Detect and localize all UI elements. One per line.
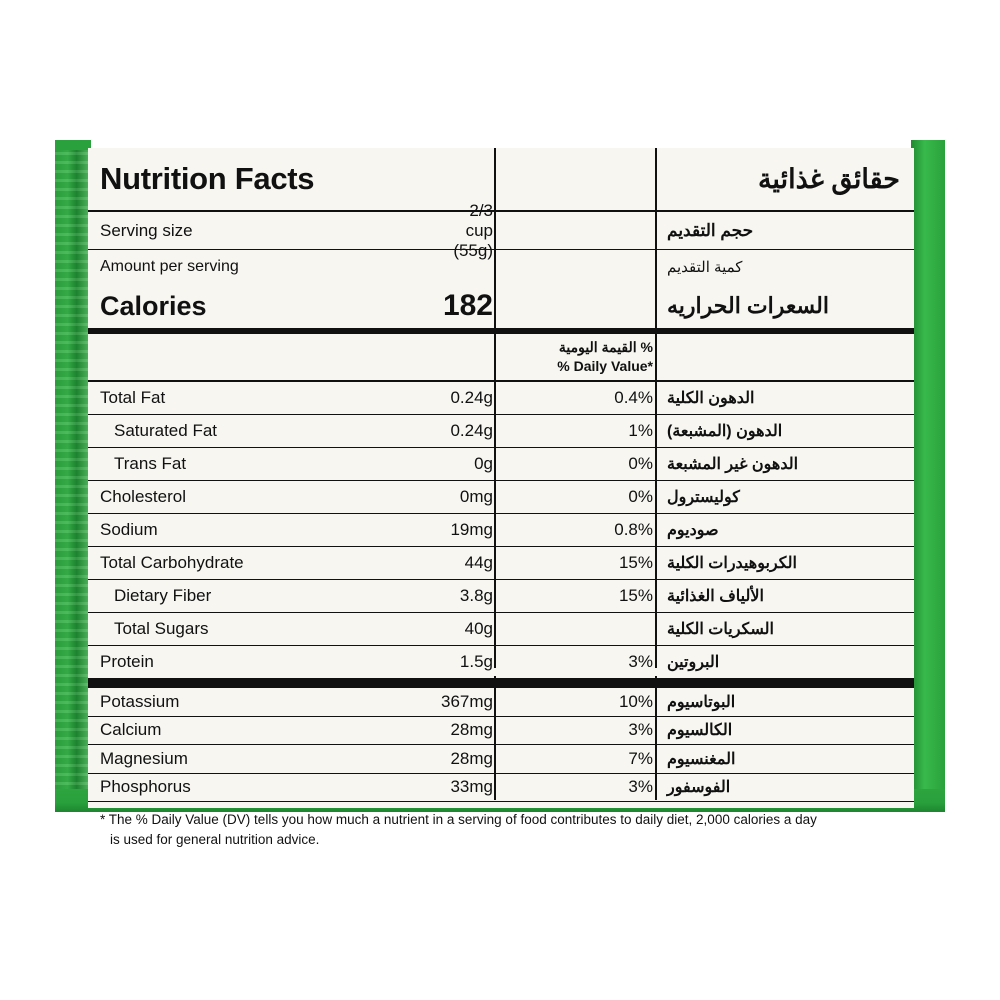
nutrient-name-arabic: السكريات الكلية [667,621,774,638]
serving-size-row [88,200,914,260]
mineral-amount: 33mg [450,777,493,797]
nutrient-name: Dietary Fiber [114,586,212,605]
mineral-amount: 28mg [450,720,493,740]
nutrient-dv: 0% [628,454,653,473]
page-title-arabic: حقائق غذائية [757,163,900,194]
footnote-line-1: * The % Daily Value (DV) tells you how much a nutrient in a serving of food contributes to daily diet, 2,000 calories a day [100,812,817,827]
daily-value-header-spacer [667,334,914,380]
calories-value: 182 [442,289,493,322]
nutrient-name-arabic: الدهون الكلية [667,390,755,407]
mineral-dv: 3% [628,777,653,797]
nutrient-name: Total Fat [100,388,166,407]
mineral-name-arabic: المغنسيوم [667,750,736,768]
table-row [88,613,914,646]
amount-per-serving-spacer-2 [507,250,667,284]
column-divider-amount-minerals [494,676,496,800]
page-title: Nutrition Facts [100,161,315,196]
table-row [88,580,914,613]
calories-label: Calories [100,290,207,321]
nutrient-name: Protein [100,652,154,671]
table-row [88,481,914,514]
column-divider-arabic-minerals [655,676,657,800]
table-row [88,774,914,803]
nutrient-amount: 1.5g [459,652,493,671]
nutrient-name-arabic: كوليسترول [667,489,740,506]
nutrient-amount: 0.24g [450,388,493,407]
nutrient-amount: 3.8g [459,586,493,605]
nutrient-amount: 40g [464,619,493,638]
nutrient-amount: 0.24g [450,421,493,440]
mineral-dv: 3% [628,720,653,740]
label-title-row [88,148,914,212]
amount-per-serving-row [88,250,914,284]
mineral-name: Magnesium [100,748,188,768]
mineral-name: Calcium [100,720,162,740]
nutrient-dv: 0.4% [614,388,653,407]
table-row [88,448,914,481]
nutrition-facts-panel [88,148,914,847]
nutrient-name: Saturated Fat [114,421,218,440]
nutrient-amount: 19mg [450,520,493,539]
nutrient-dv [507,613,667,645]
mineral-dv: 10% [618,691,653,711]
nutrient-name: Sodium [100,520,158,539]
column-divider-arabic [655,148,657,668]
package-top-left-edge [55,140,91,150]
table-row [88,688,914,717]
calories-spacer [507,284,667,328]
calories-row [88,284,914,334]
table-row [88,415,914,448]
nutrient-name-arabic: الدهون غير المشبعة [667,456,799,473]
daily-value-header [507,334,667,380]
nutrient-amount: 0g [474,454,493,473]
nutrient-name: Total Carbohydrate [100,553,244,572]
nutrient-name-arabic: الألياف الغذائية [667,588,764,605]
nutrient-dv: 0% [628,487,653,506]
column-divider-amount [494,148,496,668]
nutrient-name: Trans Fat [114,454,187,473]
table-row [88,646,914,679]
table-row [88,717,914,746]
table-row [88,382,914,415]
mineral-amount: 367mg [441,691,493,711]
nutrient-name-arabic: البروتين [667,654,720,671]
nutrient-name-arabic: الكربوهيدرات الكلية [667,555,797,572]
amount-per-serving-label-arabic: كمية التقديم [667,259,743,276]
nutrient-name-arabic: الدهون (المشبعة) [667,423,783,440]
mineral-name-arabic: البوتاسيوم [667,693,736,711]
mineral-name: Phosphorus [100,777,191,797]
calories-label-arabic: السعرات الحراريه [667,293,829,318]
table-row [88,745,914,774]
mineral-name-arabic: الفوسفور [667,779,731,797]
nutrient-name: Cholesterol [100,487,186,506]
serving-size-spacer [507,212,667,249]
package-right-edge [911,140,945,812]
nutrient-amount: 44g [464,553,493,572]
daily-value-footnote [88,802,914,849]
daily-value-spacer [88,334,493,380]
nutrient-name-arabic: صوديوم [667,522,719,539]
daily-value-header-arabic: % القيمة اليومية [558,339,653,356]
serving-size-label: Serving size [100,220,193,240]
nutrient-dv: 1% [628,421,653,440]
mineral-name: Potassium [100,691,180,711]
amount-per-serving-label: Amount per serving [100,258,239,275]
mineral-amount: 28mg [450,748,493,768]
serving-size-label-arabic: حجم التقديم [667,220,754,240]
daily-value-header-row [88,334,914,382]
nutrient-name: Total Sugars [114,619,209,638]
nutrient-dv: 15% [618,553,653,572]
section-divider [88,679,914,688]
footnote-line-2: is used for general nutrition advice. [110,831,320,847]
table-row [88,514,914,547]
nutrient-dv: 3% [628,652,653,671]
mineral-dv: 7% [628,748,653,768]
table-row [88,547,914,580]
daily-value-header-english: % Daily Value* [557,358,653,374]
nutrient-dv: 15% [618,586,653,605]
mineral-name-arabic: الكالسيوم [667,722,733,740]
nutrient-amount: 0mg [459,487,493,506]
nutrient-dv: 0.8% [614,520,653,539]
serving-size-value: 2/3 cup (55g) [453,200,493,260]
package-left-edge [55,140,91,812]
